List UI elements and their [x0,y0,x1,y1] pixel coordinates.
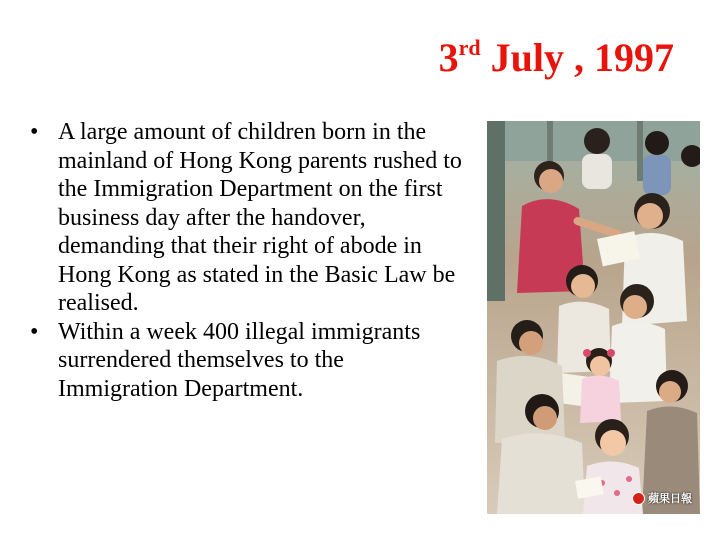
bullet-item [28,118,468,318]
apple-daily-logo-icon [632,492,645,505]
bullet-text: Within a week 400 illegal immigrants surrendered themselves to the Immigration Department. [58,318,421,402]
title-date-rest: July , 1997 [480,35,674,80]
title-ordinal-suffix: rd [458,35,481,60]
crowd-photo-image [487,121,700,514]
bullet-list [28,118,468,403]
crowd-photo [487,121,700,514]
photo-watermark-text: 蘋果日報 [648,492,692,505]
bullet-item [28,318,468,404]
slide-title [438,35,674,80]
bullet-text: A large amount of children born in the mainland of Hong Kong parents rushed to the Immigration Department on the first business day after the handover, demanding that their right of abode in Hong Kong as stated in the Basic Law be realised. [58,119,462,316]
bullet-marker: • [30,318,39,345]
bullet-marker: • [30,119,39,145]
title-day: 3 [438,35,459,80]
photo-watermark [632,490,692,506]
